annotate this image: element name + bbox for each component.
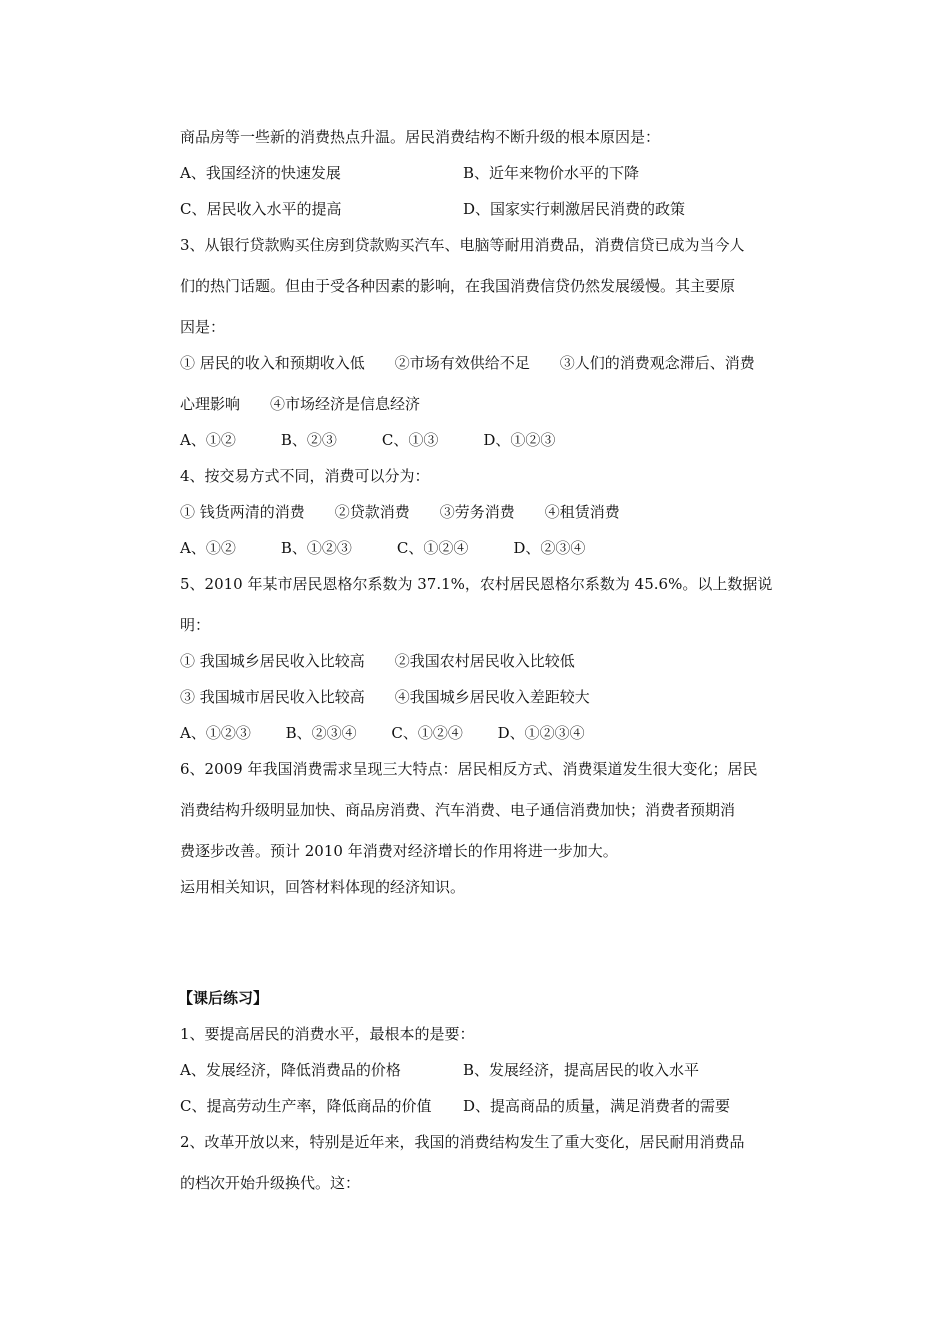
section-title: 【课后练习】: [178, 989, 269, 1007]
q2-option-b: B、近年来物价水平的下降: [463, 164, 640, 182]
q3-items-line-2: 心理影响 ④市场经济是信息经济: [180, 395, 421, 413]
q4-stem: 4、按交易方式不同，消费可以分为：: [180, 467, 430, 485]
q2-option-c: C、居民收入水平的提高: [180, 200, 342, 218]
q2-options-row-1: [180, 163, 820, 183]
practice-1-stem: 1、要提高居民的消费水平，最根本的是要：: [180, 1025, 475, 1043]
practice-1-options-row-1: [180, 1060, 820, 1080]
q6-stem-line-2: 消费结构升级明显加快、商品房消费、汽车消费、电子通信消费加快；消费者预期消: [180, 801, 736, 819]
q5-stem-line-2: 明：: [180, 616, 211, 634]
practice-1-option-b: B、发展经济，提高居民的收入水平: [463, 1061, 700, 1079]
q3-stem-line-3: 因是：: [180, 318, 226, 336]
q5-stem-line-1: 5、2010 年某市居民恩格尔系数为 37.1%，农村居民恩格尔系数为 45.6%。以上数据说: [180, 575, 773, 593]
practice-1-options-row-2: [180, 1096, 820, 1116]
q4-answers: A、①② B、①②③ C、①②④ D、②③④: [180, 539, 586, 557]
q5-item-line-2: ③ 我国城市居民收入比较高 ④我国城乡居民收入差距较大: [180, 688, 590, 706]
q2-options-row-2: [180, 199, 820, 219]
practice-1-option-a: A、发展经济，降低消费品的价格: [180, 1061, 401, 1079]
practice-1-option-d: D、提高商品的质量，满足消费者的需要: [463, 1097, 731, 1115]
q6-prompt: 运用相关知识，回答材料体现的经济知识。: [180, 878, 466, 896]
q2-option-a: A、我国经济的快速发展: [180, 164, 341, 182]
practice-2-stem-line-2: 的档次开始升级换代。这：: [180, 1174, 361, 1192]
q4-items: ① 钱货两清的消费 ②贷款消费 ③劳务消费 ④租赁消费: [180, 503, 620, 521]
q3-answers: A、①② B、②③ C、①③ D、①②③: [180, 431, 556, 449]
q3-items-line-1: ① 居民的收入和预期收入低 ②市场有效供给不足 ③人们的消费观念滞后、消费: [180, 354, 755, 372]
q5-item-line-1: ① 我国城乡居民收入比较高 ②我国农村居民收入比较低: [180, 652, 575, 670]
practice-1-option-c: C、提高劳动生产率，降低商品的价值: [180, 1097, 432, 1115]
q3-stem-line-1: 3、从银行贷款购买住房到贷款购买汽车、电脑等耐用消费品，消费信贷已成为当今人: [180, 236, 745, 254]
q6-stem-line-3: 费逐步改善。预计 2010 年消费对经济增长的作用将进一步加大。: [180, 842, 618, 860]
q2-stem-tail: 商品房等一些新的消费热点升温。居民消费结构不断升级的根本原因是：: [180, 128, 661, 146]
q6-stem-line-1: 6、2009 年我国消费需求呈现三大特点：居民相反方式、消费渠道发生很大变化；居民: [180, 760, 758, 778]
q3-stem-line-2: 们的热门话题。但由于受各种因素的影响，在我国消费信贷仍然发展缓慢。其主要原: [180, 277, 736, 295]
practice-2-stem-line-1: 2、改革开放以来，特别是近年来，我国的消费结构发生了重大变化，居民耐用消费品: [180, 1133, 745, 1151]
q5-answers: A、①②③ B、②③④ C、①②④ D、①②③④: [180, 724, 585, 742]
q2-option-d: D、国家实行刺激居民消费的政策: [463, 200, 686, 218]
